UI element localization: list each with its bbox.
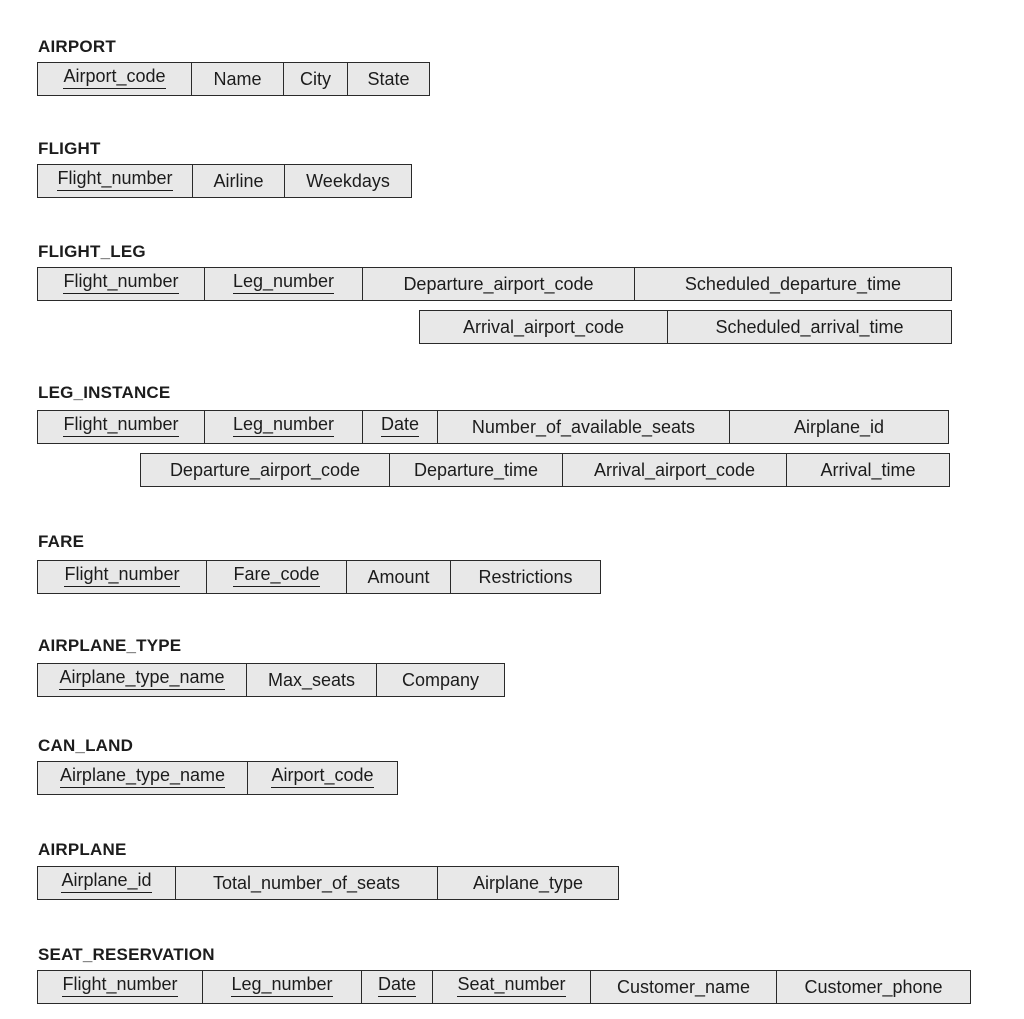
attribute-cell: Total_number_of_seats <box>176 867 438 899</box>
relation-row-flight <box>37 164 412 198</box>
attribute-cell: Departure_airport_code <box>363 268 635 300</box>
relation-row-airport <box>37 62 430 96</box>
attribute-cell: Flight_number <box>38 971 203 1003</box>
attribute-cell: Number_of_available_seats <box>438 411 730 443</box>
attribute-cell: Scheduled_arrival_time <box>715 317 904 337</box>
attribute-cell: Arrival_airport_code <box>563 454 787 486</box>
attribute-cell: Airport_code <box>38 63 192 95</box>
attribute-cell: City <box>284 63 348 95</box>
relation-title-airport: AIRPORT <box>38 37 116 56</box>
relation-row-flight-leg-2 <box>419 310 952 344</box>
attribute-cell: Date <box>363 411 438 443</box>
attribute-cell: Arrival_time <box>820 460 916 480</box>
attribute-cell: Restrictions <box>478 567 573 587</box>
relation-row-leg-instance-2 <box>140 453 950 487</box>
attribute-cell: Arrival_airport_code <box>420 311 668 343</box>
attribute-cell: Customer_phone <box>804 977 943 997</box>
attribute-cell: Scheduled_departure_time <box>684 274 902 294</box>
attribute-cell: Airline <box>193 165 285 197</box>
attribute-cell: Date <box>362 971 433 1003</box>
relation-row-seat-reservation <box>37 970 971 1004</box>
attribute-cell: Company <box>401 670 480 690</box>
attribute-cell: Leg_number <box>203 971 362 1003</box>
relation-row-flight-leg-1 <box>37 267 952 301</box>
relation-row-airplane <box>37 866 619 900</box>
attribute-cell: Airport_code <box>248 762 397 794</box>
attribute-cell: Leg_number <box>205 268 363 300</box>
relation-title-flight: FLIGHT <box>38 139 101 158</box>
attribute-cell: Airplane_type_name <box>38 762 248 794</box>
relation-title-leg-instance: LEG_INSTANCE <box>38 383 171 402</box>
attribute-cell: Seat_number <box>433 971 591 1003</box>
attribute-cell: Airplane_id <box>793 417 885 437</box>
attribute-cell: Weekdays <box>306 171 390 191</box>
attribute-cell: Name <box>192 63 284 95</box>
attribute-cell: Flight_number <box>38 165 193 197</box>
relation-row-airplane-type <box>37 663 505 697</box>
relation-title-can-land: CAN_LAND <box>38 736 134 755</box>
attribute-cell: Departure_airport_code <box>141 454 390 486</box>
attribute-cell: Amount <box>347 561 451 593</box>
attribute-cell: Customer_name <box>591 971 777 1003</box>
relation-row-fare <box>37 560 601 594</box>
attribute-cell: Departure_time <box>390 454 563 486</box>
attribute-cell: Airplane_type_name <box>38 664 247 696</box>
attribute-cell: State <box>367 69 410 89</box>
attribute-cell: Flight_number <box>38 561 207 593</box>
relation-row-can-land <box>37 761 398 795</box>
attribute-cell: Airplane_type <box>472 873 584 893</box>
attribute-cell: Fare_code <box>207 561 347 593</box>
relation-row-leg-instance-1 <box>37 410 949 444</box>
attribute-cell: Leg_number <box>205 411 363 443</box>
attribute-cell: Flight_number <box>38 268 205 300</box>
relation-title-airplane-type: AIRPLANE_TYPE <box>38 636 182 655</box>
attribute-cell: Max_seats <box>247 664 377 696</box>
relation-title-flight-leg: FLIGHT_LEG <box>38 242 146 261</box>
attribute-cell: Flight_number <box>38 411 205 443</box>
attribute-cell: Airplane_id <box>38 867 176 899</box>
relation-title-seat-reservation: SEAT_RESERVATION <box>38 945 215 964</box>
relation-title-airplane: AIRPLANE <box>38 840 127 859</box>
relation-title-fare: FARE <box>38 532 85 551</box>
